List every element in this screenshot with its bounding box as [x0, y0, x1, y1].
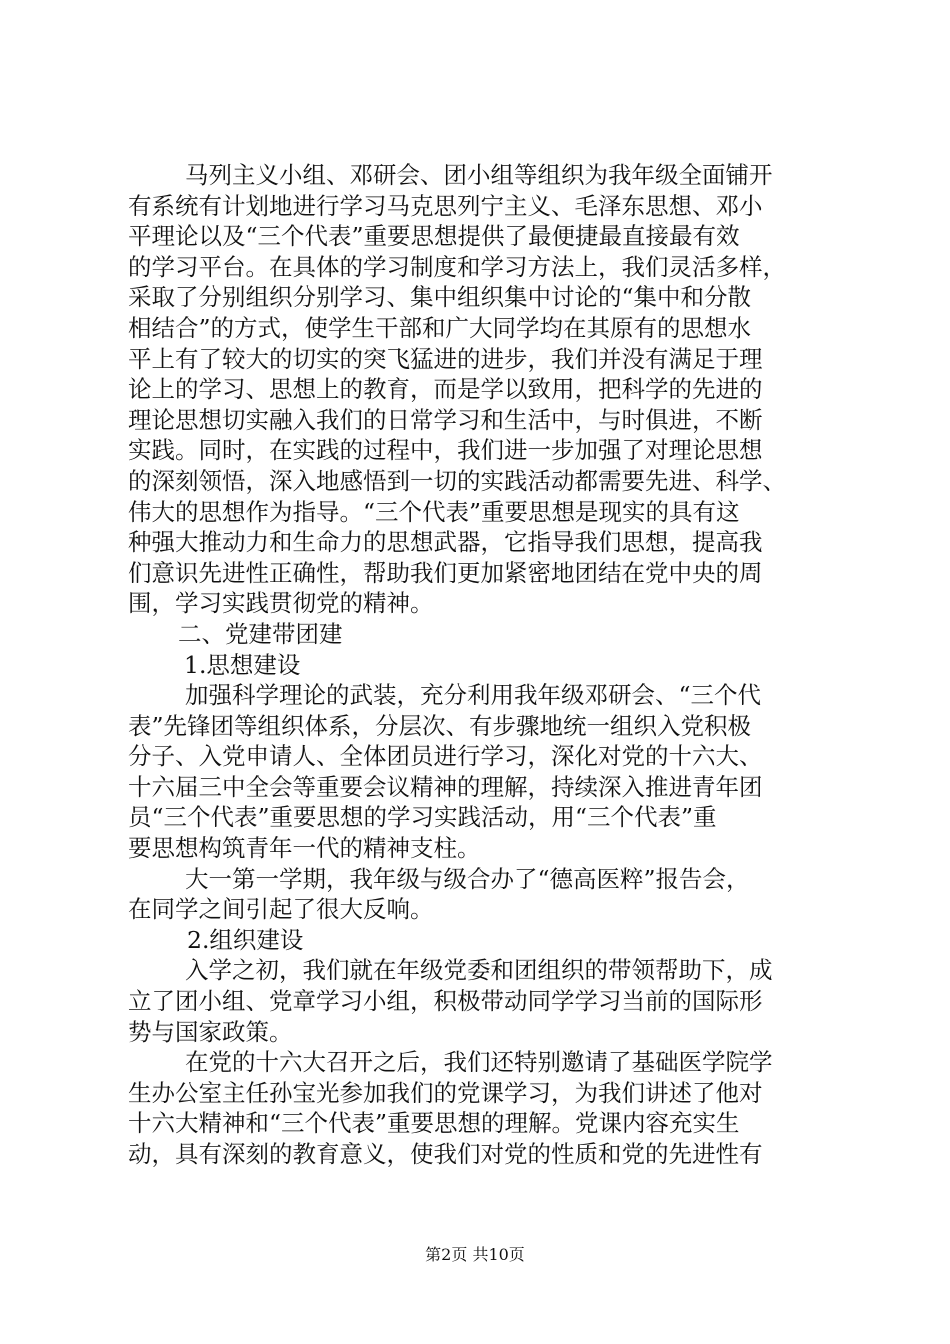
text-line: 势与国家政策。	[128, 1017, 293, 1046]
text-line: 采取了分别组织分别学习、集中组织集中讨论的“集中和分散	[128, 283, 752, 312]
text-line: 立了团小组、党章学习小组，积极带动同学学习当前的国际形	[128, 987, 763, 1016]
text-line: 十六大精神和“三个代表”重要思想的理解。党课内容充实生	[128, 1109, 740, 1138]
paragraph-1	[128, 160, 828, 619]
subsection-heading: 2.组织建设	[187, 925, 304, 954]
text-line: 大一第一学期，我年级与级合办了“德高医粹”报告会，	[185, 864, 750, 893]
text-line: 动，具有深刻的教育意义，使我们对党的性质和党的先进性有	[128, 1140, 763, 1168]
text-line: 员“三个代表”重要思想的学习实践活动，用“三个代表”重	[128, 803, 717, 832]
text-line: 理论思想切实融入我们的日常学习和生活中，与时俱进，不断	[128, 405, 763, 434]
section-heading: 二、党建带团建	[178, 619, 343, 648]
text-line: 加强科学理论的武装，充分利用我年级邓研会、“三个代	[185, 681, 762, 710]
text-line: 平理论以及“三个代表”重要思想提供了最便捷最直接最有效	[128, 222, 740, 251]
page-number: 第2页 共10页	[425, 1245, 525, 1264]
paragraph-2	[128, 680, 828, 864]
text-line: 生办公室主任孙宝光参加我们的党课学习，为我们讲述了他对	[128, 1078, 763, 1107]
text-line: 在同学之间引起了很大反响。	[128, 895, 434, 924]
text-line: 伟大的思想作为指导。“三个代表”重要思想是现实的具有这	[128, 497, 740, 526]
text-line: 围，学习实践贯彻党的精神。	[128, 589, 434, 618]
text-line: 分子、入党申请人、全体团员进行学习，深化对党的十六大、	[128, 742, 763, 771]
subsection-heading: 1.思想建设	[184, 650, 301, 679]
text-line: 要思想构筑青年一代的精神支柱。	[128, 834, 481, 863]
text-line: 平上有了较大的切实的突飞猛进的进步，我们并没有满足于理	[128, 344, 763, 373]
text-line: 有系统有计划地进行学习马克思列宁主义、毛泽东思想、邓小	[128, 191, 763, 220]
text-line: 的深刻领悟，深入地感悟到一切的实践活动都需要先进、科学、	[128, 466, 786, 495]
text-line: 论上的学习、思想上的教育，而是学以致用，把科学的先进的	[128, 375, 763, 404]
text-line: 的学习平台。在具体的学习制度和学习方法上，我们灵活多样，	[128, 252, 786, 281]
text-line: 们意识先进性正确性，帮助我们更加紧密地团结在党中央的周	[128, 558, 763, 587]
paragraph-4	[128, 955, 828, 1047]
text-line: 实践。同时，在实践的过程中，我们进一步加强了对理论思想	[128, 436, 763, 465]
page-footer	[0, 1245, 950, 1265]
text-line: 十六届三中全会等重要会议精神的理解，持续深入推进青年团	[128, 772, 763, 801]
text-line: 入学之初，我们就在年级党委和团组织的带领帮助下，成	[185, 956, 773, 985]
text-line: 表”先锋团等组织体系，分层次、有步骤地统一组织入党积极	[128, 711, 752, 740]
text-line: 马列主义小组、邓研会、团小组等组织为我年级全面铺开	[185, 161, 773, 189]
document-body	[128, 160, 828, 1170]
text-line: 相结合”的方式，使学生干部和广大同学均在其原有的思想水	[128, 313, 752, 342]
text-line: 在党的十六大召开之后，我们还特别邀请了基础医学院学	[185, 1048, 773, 1077]
text-line: 种强大推动力和生命力的思想武器，它指导我们思想，提高我	[128, 528, 763, 557]
paragraph-3	[128, 864, 828, 925]
paragraph-5	[128, 1047, 828, 1169]
